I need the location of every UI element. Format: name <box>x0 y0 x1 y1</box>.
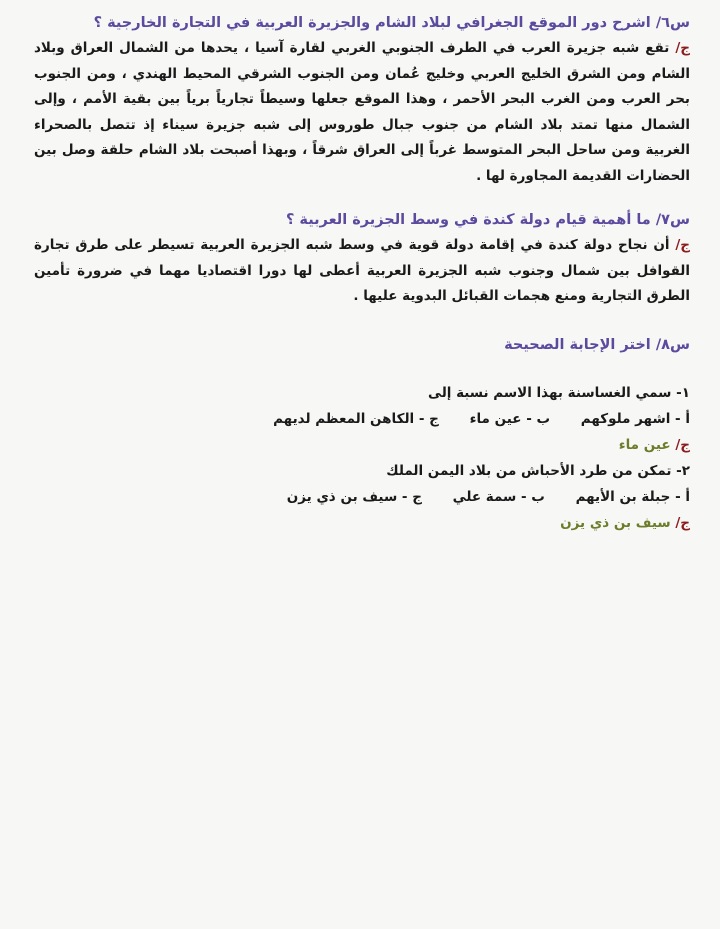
question-7-section <box>34 207 690 310</box>
question-6-answer <box>34 36 690 189</box>
option-b: ب - عين ماء <box>469 410 551 427</box>
mcq-options <box>34 484 690 510</box>
option-c: ج - الكاهن المعظم لديهم <box>273 410 439 427</box>
option-a: أ - اشهر ملوكهم <box>580 410 690 427</box>
mcq-options <box>34 406 690 432</box>
answer-label: ج/ <box>675 40 690 56</box>
answer-label: ج/ <box>675 514 690 531</box>
answer-text: سيف بن ذي يزن <box>560 514 671 531</box>
option-b: ب - سمة علي <box>452 488 545 505</box>
mcq-stem: ١- سمي الغساسنة بهذا الاسم نسبة إلى <box>428 384 690 401</box>
answer-text: أن نجاح دولة كندة في إقامة دولة قوية في وسط شبه الجزيرة العربية تسيطر على طرق تجارة القوافل بين شمال وجنوب شبه الجزيرة العربية أعطى لها دورا اقتصاديا مهما في ضرورة تأمين الطرق التجارية ومنع هجمات القبائل البدوية عليها . <box>34 237 690 304</box>
question-7-answer <box>34 233 690 310</box>
mcq-item-2 <box>34 458 690 536</box>
question-7-title: س٧/ ما أهمية قيام دولة كندة في وسط الجزيرة العربية ؟ <box>285 212 690 228</box>
answer-text: عين ماء <box>618 436 671 453</box>
question-6-section <box>34 10 690 189</box>
answer-text: تقع شبه جزيرة العرب في الطرف الجنوبي الغربي لقارة آسيا ، يحدها من الشمال العراق وبلاد الشام ومن الشرق الخليج العربي وخليج عُمان ومن الجنوب الشرقي المحيط الهندي ، ومن الجنوب بحر العرب ومن الغرب البحر الأحمر ، وهذا الموقع جعلها وسيطاً تجارياً برياً بين بقية الأمم ، وإلى الشمال منها تمتد بلاد الشام من جنوب جبال طوروس إلى شبه جزيرة سيناء إذ تتصل بالصحراء الغربية ومن ساحل البحر المتوسط غرباً إلى العراق شرقاً ، وبهذا أصبحت بلاد الشام حلقة وصل بين الحضارات القديمة المجاورة لها . <box>34 40 690 184</box>
option-a: أ - جبلة بن الأيهم <box>575 488 690 505</box>
mcq-answer <box>34 432 690 458</box>
mcq-answer <box>34 510 690 536</box>
option-c: ج - سيف بن ذي يزن <box>286 488 422 505</box>
mcq-item-1 <box>34 380 690 458</box>
mcq-stem: ٢- تمكن من طرد الأحباش من بلاد اليمن الملك <box>386 462 690 479</box>
question-8-title: س٨/ اختر الإجابة الصحيحة <box>504 336 690 353</box>
answer-label: ج/ <box>675 436 690 453</box>
answer-label: ج/ <box>675 237 690 253</box>
question-8-section <box>34 332 690 536</box>
question-6-title: س٦/ اشرح دور الموقع الجغرافي لبلاد الشام والجزيرة العربية في التجارة الخارجية ؟ <box>93 15 690 31</box>
